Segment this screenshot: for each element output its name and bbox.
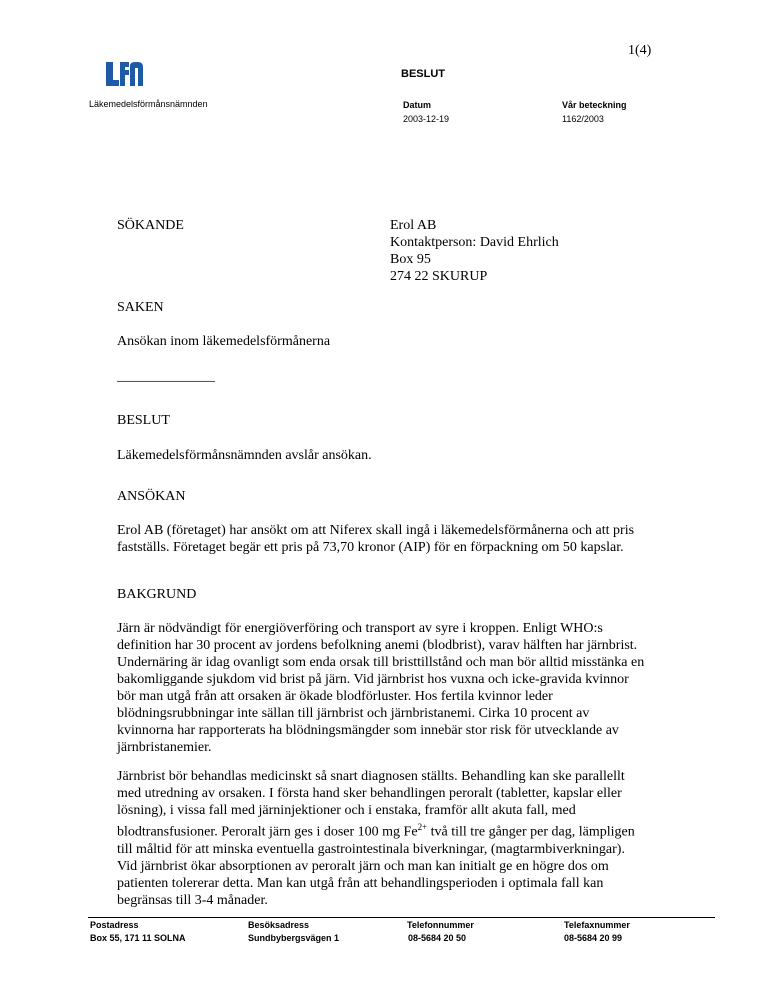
applicant-line: Kontaktperson: David Ehrlich [390, 235, 559, 250]
doc-type-title: BESLUT [401, 68, 445, 80]
background-line: begränsas till 3-4 månader. [117, 892, 268, 908]
applicant-address [390, 217, 559, 285]
background-line: patienten tolererar detta. Man kan utgå från att behandlingsperioden i optimala fall kan [117, 875, 604, 891]
footer-fax-label: Telefaxnummer [564, 920, 630, 930]
iron-ion-superscript: 2+ [417, 822, 428, 832]
background-heading: BAKGRUND [117, 587, 197, 602]
date-value: 2003-12-19 [403, 114, 450, 124]
application-heading: ANSÖKAN [117, 489, 186, 504]
background-line: till måltid för att minska eventuella gastrointestinala biverkningar, (magtarmbiverkningar). [117, 841, 625, 857]
applicant-heading: SÖKANDE [117, 218, 184, 233]
background-line: järnbristanemier. [117, 740, 212, 755]
background-line: Järnbrist bör behandlas medicinskt så snart diagnosen ställts. Behandling kan ske parallellt [117, 769, 625, 784]
background-line: Undernäring är idag ovanligt som enda orsak till bristtillstånd och man bör alltid misstänka en [117, 655, 645, 670]
decision-heading: BESLUT [117, 413, 170, 428]
footer-visit-label: Besöksadress [248, 920, 310, 930]
subject-rule: ______________ [117, 369, 215, 384]
application-line: Erol AB (företaget) har ansökt om att Niferex skall ingå i läkemedelsförmånerna och att pris [117, 523, 635, 538]
reference-value: 1162/2003 [562, 114, 604, 124]
dose-text-pre: blodtransfusioner. Peroralt järn ges i doser 100 mg Fe [117, 824, 418, 840]
reference-label: Vår beteckning [562, 100, 627, 110]
decision-text: Läkemedelsförmånsnämnden avslår ansökan. [117, 448, 372, 463]
lfn-logo [104, 58, 144, 88]
footer-phone-label: Telefonnummer [407, 920, 474, 930]
application-paragraph [117, 522, 677, 556]
background-line: med utredning av orsaken. I första hand sker behandlingen peroralt (tabletter, kapslar eller [117, 786, 622, 801]
footer-postal-value: Box 55, 171 11 SOLNA [90, 933, 186, 943]
date-label: Datum [403, 100, 432, 110]
background-line: bör man utgå från att orsaken är ökade blodförluster. Hos fertila kvinnor leder [117, 689, 553, 704]
applicant-line: 274 22 SKURUP [390, 269, 488, 284]
footer-phone-value: 08-5684 20 50 [408, 933, 467, 943]
footer-visit-value: Sundbybergsvägen 1 [248, 933, 340, 943]
background-line: definition har 30 procent av jordens befolkning anemi (blodbrist), varav hälften har järnbrist. [117, 638, 638, 653]
subject-heading: SAKEN [117, 300, 164, 315]
dose-text-post: två till tre gånger per dag, lämpligen [427, 824, 635, 840]
applicant-line: Box 95 [390, 252, 431, 267]
background-paragraph-1 [117, 620, 677, 756]
subject-text: Ansökan inom läkemedelsförmånerna [117, 334, 331, 349]
footer-divider [88, 917, 715, 918]
page-number: 1(4) [628, 43, 652, 58]
background-line: blödningsrubbningar inte sällan till järnbrist och järnbristanemi. Cirka 10 procent av [117, 706, 590, 721]
lfn-logo-icon [104, 58, 144, 88]
background-line: Vid järnbrist ökar absorptionen av peroralt järn och man kan initialt ge en högre dos om [117, 858, 609, 874]
organization-name: Läkemedelsförmånsnämnden [89, 99, 208, 109]
background-paragraph-2 [117, 768, 677, 909]
background-line: bakomliggande sjukdom vid brist på järn. Vid järnbrist hos vuxna och icke-gravida kvinnor [117, 672, 629, 687]
background-line: Järn är nödvändigt för energiöverföring och transport av syre i kroppen. Enligt WHO:s [117, 621, 603, 636]
background-line-dose [117, 819, 677, 841]
background-line: kvinnorna har rapporterats ha blödningsmängder som innebär stor risk för utvecklande av [117, 723, 619, 738]
applicant-line: Erol AB [390, 218, 437, 233]
footer-postal-label: Postadress [90, 920, 139, 930]
application-line: fastställs. Företaget begär ett pris på 73,70 kronor (AIP) för en förpackning om 50 kapslar. [117, 540, 624, 555]
footer-fax-value: 08-5684 20 99 [564, 933, 623, 943]
background-line: lösning), i vissa fall med järninjektioner och i enstaka, framför allt akuta fall, med [117, 803, 576, 818]
